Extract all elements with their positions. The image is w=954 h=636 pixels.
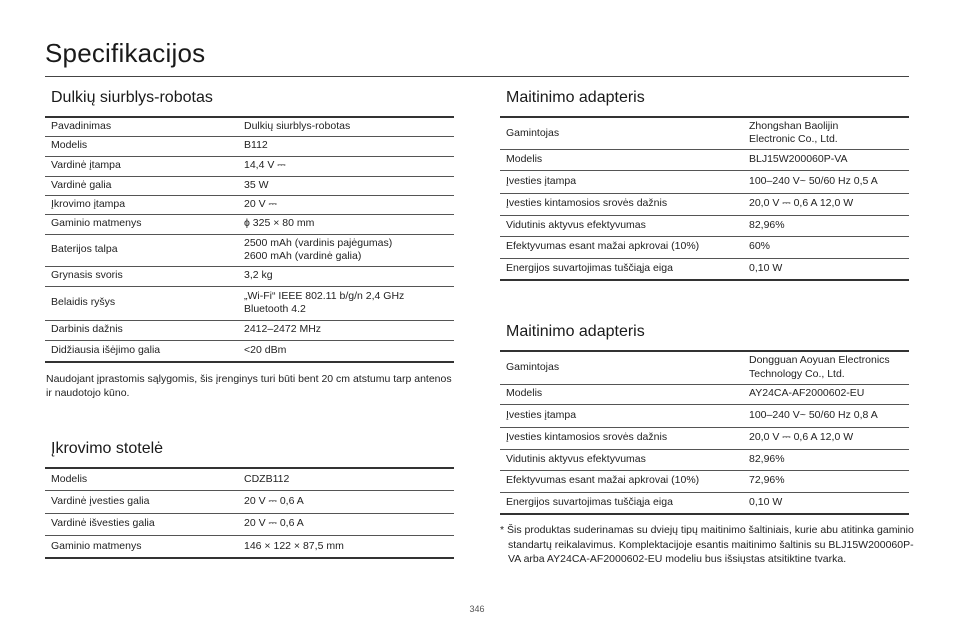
adapter2-spec-body xyxy=(500,351,909,514)
spec-label: Vardinė galia xyxy=(45,176,244,195)
spec-label: Gamintojas xyxy=(500,351,749,384)
spec-value: 72,96% xyxy=(749,470,909,492)
spec-row xyxy=(500,193,909,215)
spec-row xyxy=(500,427,909,449)
vacuum-note: Naudojant įprastomis sąlygomis, šis įrenginys turi būti bent 20 cm atstumu tarp antenos ir naudotojo kūno. xyxy=(46,373,452,399)
spec-label: Įvesties kintamosios srovės dažnis xyxy=(500,193,749,215)
spec-value: 0,10 W xyxy=(749,496,783,508)
spec-value: Dulkių siurblys-robotas xyxy=(244,117,454,136)
spec-row xyxy=(500,351,909,384)
spec-row xyxy=(45,214,454,234)
title-divider xyxy=(45,76,909,77)
spec-label: Įvesties kintamosios srovės dažnis xyxy=(500,427,749,449)
spec-value: 146 × 122 × 87,5 mm xyxy=(244,539,344,552)
spec-row xyxy=(500,384,909,404)
adapter2-spec-table xyxy=(500,350,909,515)
spec-label: Įvesties įtampa xyxy=(500,404,749,427)
spec-value: 82,96% xyxy=(749,215,909,236)
spec-row xyxy=(500,215,909,236)
dock-spec-table xyxy=(45,467,454,559)
spec-row xyxy=(45,195,454,214)
spec-label: Pavadinimas xyxy=(45,117,244,136)
adapter1-spec-table xyxy=(500,116,909,281)
spec-label: Grynasis svoris xyxy=(45,266,244,286)
spec-value: <20 dBm xyxy=(244,344,287,356)
spec-value: 0,10 W xyxy=(749,262,783,274)
spec-row xyxy=(45,535,454,558)
spec-row xyxy=(45,266,454,286)
spec-row xyxy=(45,490,454,513)
adapter2-heading: Maitinimo adapteris xyxy=(506,323,645,340)
spec-value: Dongguan Aoyuan Electronics Technology Co., Ltd. xyxy=(749,351,909,384)
spec-value: 20,0 V ⎓ 0,6 A 12,0 W xyxy=(749,193,909,215)
spec-row xyxy=(500,117,909,149)
dock-heading: Įkrovimo stotelė xyxy=(51,440,164,457)
spec-value: ϕ 325 × 80 mm xyxy=(244,214,454,234)
spec-label: Vidutinis aktyvus efektyvumas xyxy=(500,449,749,470)
spec-row xyxy=(500,470,909,492)
spec-value: 3,2 kg xyxy=(244,266,454,286)
adapter1-spec-body xyxy=(500,117,909,280)
spec-value: Zhongshan Baolijin Electronic Co., Ltd. xyxy=(749,117,909,149)
adapter2-section xyxy=(500,323,909,515)
adapter1-section xyxy=(500,89,909,281)
spec-value: 35 W xyxy=(244,176,454,195)
spec-value: 20 V ⎓ 0,6 A xyxy=(244,490,454,513)
spec-value: 82,96% xyxy=(749,449,909,470)
spec-value: AY24CA-AF2000602-EU xyxy=(749,384,909,404)
footnote: * Šis produktas suderinamas su dviejų tipų maitinimo šaltiniais, kurie abu atitinka gaminio standartų reikalavimus. Komplektacijoje esantis maitinimo šaltinis su BLJ15W200060P-VA arba AY24CA-AF2000602-EU modeliu bus išsiųstas atsitiktine tvarka. xyxy=(500,524,914,565)
spec-label: Didžiausia išėjimo galia xyxy=(51,344,161,356)
spec-label: Efektyvumas esant mažai apkrovai (10%) xyxy=(500,470,749,492)
spec-value: 2412–2472 MHz xyxy=(244,320,454,340)
spec-value: 20 V ⎓ 0,6 A xyxy=(244,513,454,535)
spec-label: Vardinė išvesties galia xyxy=(45,513,244,535)
spec-label: Gamintojas xyxy=(500,117,749,149)
spec-label: Efektyvumas esant mažai apkrovai (10%) xyxy=(500,236,749,258)
vacuum-heading: Dulkių siurblys-robotas xyxy=(51,89,213,106)
spec-value: 2500 mAh (vardinis pajėgumas) 2600 mAh (vardinė galia) xyxy=(244,234,454,266)
spec-label: Gaminio matmenys xyxy=(51,539,142,552)
page-title: Specifikacijos xyxy=(45,38,206,68)
spec-value: 20 V ⎓ xyxy=(244,195,454,214)
spec-row xyxy=(45,136,454,156)
spec-label: Modelis xyxy=(45,136,244,156)
spec-label: Baterijos talpa xyxy=(45,234,244,266)
vacuum-section xyxy=(45,89,454,400)
spec-row xyxy=(500,170,909,193)
spec-label: Belaidis ryšys xyxy=(45,286,244,320)
spec-label: Energijos suvartojimas tuščiąja eiga xyxy=(506,496,673,508)
spec-row xyxy=(45,286,454,320)
spec-row xyxy=(500,492,909,514)
spec-value: 60% xyxy=(749,236,909,258)
spec-label: Gaminio matmenys xyxy=(45,214,244,234)
spec-value: BLJ15W200060P-VA xyxy=(749,149,909,170)
spec-label: Energijos suvartojimas tuščiąja eiga xyxy=(506,262,673,274)
spec-label: Vardinė įvesties galia xyxy=(45,490,244,513)
spec-value: 14,4 V ⎓ xyxy=(244,156,454,176)
spec-row xyxy=(500,149,909,170)
page-number: 346 xyxy=(469,604,485,614)
spec-label: Įvesties įtampa xyxy=(500,170,749,193)
dock-section xyxy=(45,440,454,559)
spec-value: CDZB112 xyxy=(244,468,454,490)
spec-row xyxy=(45,234,454,266)
spec-row xyxy=(45,176,454,195)
spec-value: B112 xyxy=(244,136,454,156)
adapter1-heading: Maitinimo adapteris xyxy=(506,89,645,106)
spec-row xyxy=(45,468,454,490)
spec-row xyxy=(500,258,909,280)
spec-row xyxy=(500,449,909,470)
spec-row xyxy=(45,340,454,362)
spec-row xyxy=(45,513,454,535)
spec-label: Modelis xyxy=(45,468,244,490)
spec-label: Modelis xyxy=(500,384,749,404)
spec-label: Modelis xyxy=(500,149,749,170)
spec-value: 100–240 V~ 50/60 Hz 0,8 A xyxy=(749,404,909,427)
spec-value: „Wi-Fi“ IEEE 802.11 b/g/n 2,4 GHz Bluetooth 4.2 xyxy=(244,286,454,320)
spec-row xyxy=(500,236,909,258)
spec-value: 100–240 V~ 50/60 Hz 0,5 A xyxy=(749,170,909,193)
vacuum-spec-body xyxy=(45,117,454,362)
spec-row xyxy=(500,404,909,427)
spec-label: Vardinė įtampa xyxy=(45,156,244,176)
spec-row xyxy=(45,156,454,176)
spec-label: Įkrovimo įtampa xyxy=(45,195,244,214)
vacuum-spec-table xyxy=(45,116,454,363)
spec-value: 20,0 V ⎓ 0,6 A 12,0 W xyxy=(749,427,909,449)
dock-spec-body xyxy=(45,468,454,558)
spec-label: Vidutinis aktyvus efektyvumas xyxy=(500,215,749,236)
spec-label: Darbinis dažnis xyxy=(45,320,244,340)
spec-row xyxy=(45,117,454,136)
spec-row xyxy=(45,320,454,340)
